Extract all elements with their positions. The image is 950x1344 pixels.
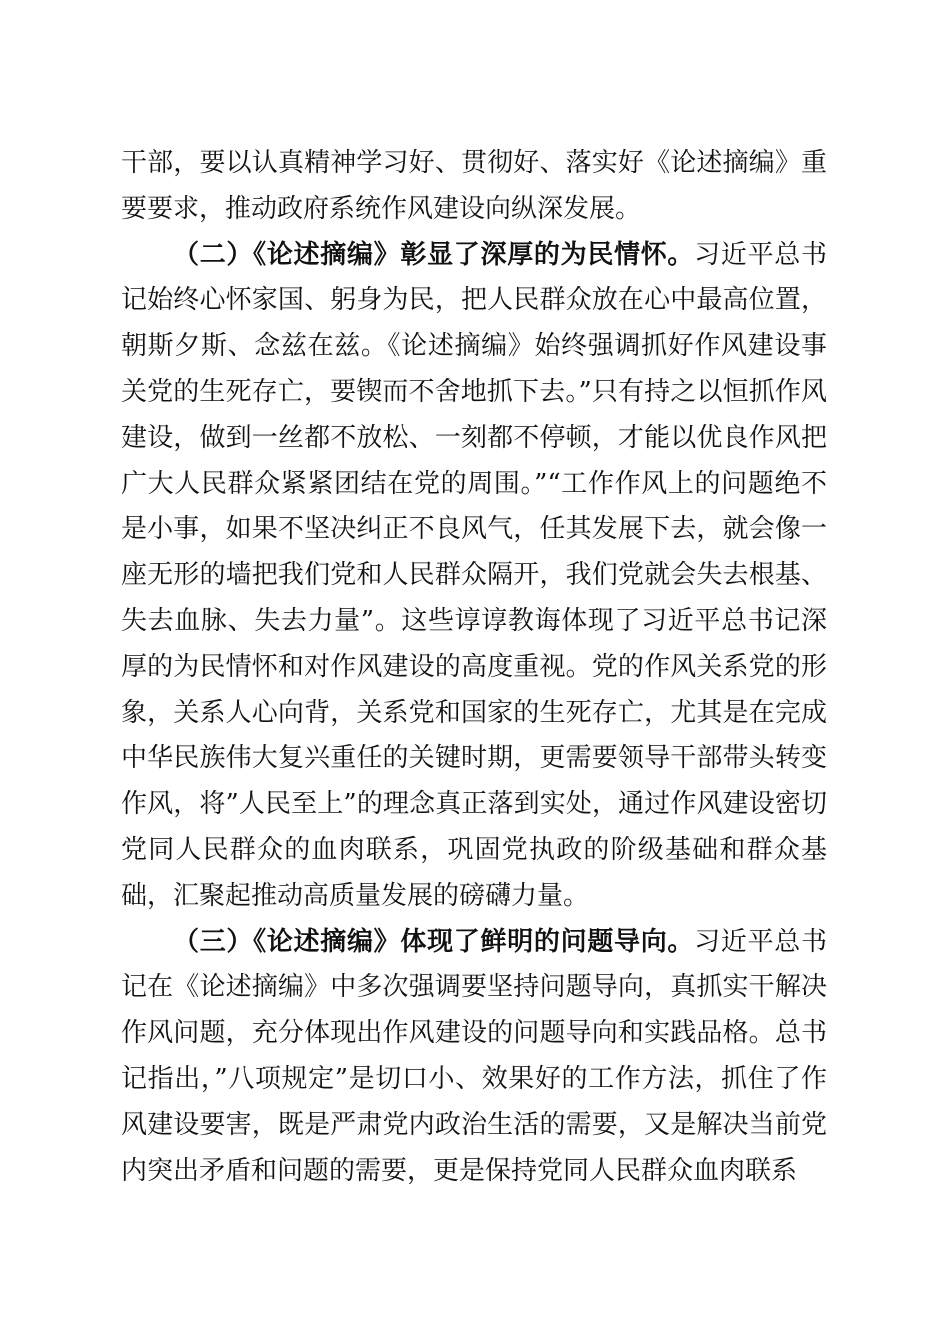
paragraph-continuation	[121, 141, 827, 233]
document-body	[121, 141, 827, 1194]
section-heading-three: （三）《论述摘编》体现了鲜明的问题导向。	[173, 926, 695, 957]
paragraph-section-three	[121, 920, 827, 1195]
paragraph-text: 习近平总书记在《论述摘编》中多次强调要坚持问题导向，真抓实干解决作风问题，充分体现出作风建设的问题导向和实践品格。总书记指出，”八项规定”是切口小、效果好的工作方法，抓住了作风建设要害，既是严肃党内政治生活的需要，又是解决当前党内突出矛盾和问题的需要，更是保持党同人民群众血肉联系	[121, 926, 827, 1186]
section-heading-two: （二）《论述摘编》彰显了深厚的为民情怀。	[173, 239, 695, 270]
paragraph-section-two	[121, 233, 827, 920]
paragraph-text: 干部，要以认真精神学习好、贯彻好、落实好《论述摘编》重要要求，推动政府系统作风建设向纵深发展。	[121, 148, 827, 224]
paragraph-text: 习近平总书记始终心怀家国、躬身为民，把人民群众放在心中最高位置，朝斯夕斯、念兹在兹。《论述摘编》始终强调抓好作风建设事关党的生死存亡，要锲而不舍地抓下去。”只有持之以恒抓作风建设，做到一丝都不放松、一刻都不停顿，才能以优良作风把广大人民群众紧紧团结在党的周围。”“工作作风上的问题绝不是小事，如果不坚决纠正不良风气，任其发展下去，就会像一座无形的墙把我们党和人民群众隔开，我们党就会失去根基、失去血脉、失去力量”。这些谆谆教诲体现了习近平总书记深厚的为民情怀和对作风建设的高度重视。党的作风关系党的形象，关系人心向背，关系党和国家的生死存亡，尤其是在完成中华民族伟大复兴重任的关键时期，更需要领导干部带头转变作风，将”人民至上”的理念真正落到实处，通过作风建设密切党同人民群众的血肉联系，巩固党执政的阶级基础和群众基础，汇聚起推动高质量发展的磅礴力量。	[121, 239, 827, 911]
